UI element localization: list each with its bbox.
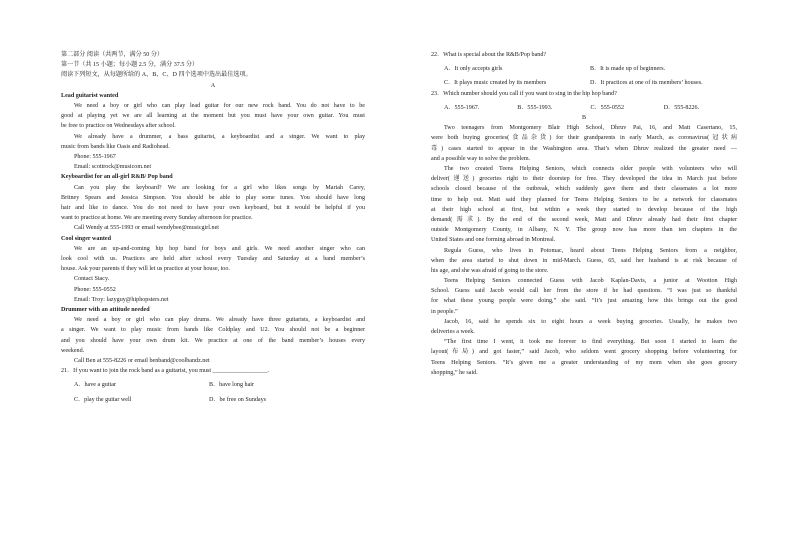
ad-title-singer: Cool singer wanted bbox=[61, 235, 111, 242]
passage-b-line: Two teenagers from Montgomery Blair High School, Dhruv Pai, 16, and Matt Casertano, 15, bbox=[444, 125, 737, 132]
ad1-line: good at playing yet we are all learning at the moment but you must have your own guitar. You must bbox=[61, 113, 365, 120]
ad4-line: We need a boy or girl who can play drums. We already have three guitarists, a keyboardist and bbox=[74, 317, 365, 324]
passage-b-line: Jacob, 16, said he spends six to eight hours a week buying groceries. Usually, he makes two bbox=[444, 318, 737, 325]
option-d[interactable]: D．It practices at one of its members’ houses. bbox=[590, 80, 703, 87]
passage-b-line: Teens Helping Seniors connected Guess with Jacob Kaplan-Davis, a junior at Wootton High bbox=[444, 278, 737, 285]
question-21-options-row2 bbox=[61, 395, 365, 405]
question-23-stem: 23．Which number should you call if you want to sing in the hip hop band? bbox=[431, 90, 617, 97]
passage-b-line: outside Montgomery County, in Albany, N. Y. The group now has more than ten chapters in the bbox=[431, 227, 737, 234]
part-heading: 第二部分 阅读（共两节，满分 50 分） bbox=[61, 52, 164, 58]
question-22-stem: 22．What is special about the R&B/Pop band? bbox=[431, 52, 547, 58]
ad-title-drummer: Drummer with an attitude needed bbox=[61, 306, 150, 313]
option-b[interactable]: B．have long hair bbox=[209, 382, 255, 389]
option-a[interactable]: A．have a guitar bbox=[74, 382, 116, 389]
ad1-line: be free to practice on Wednesdays after school. bbox=[61, 123, 176, 130]
passage-b-line: when the area started to shut down in mid-March. Guess, 65, said her husband is at risk because of bbox=[431, 257, 737, 264]
passage-b-line: shopping,” he said. bbox=[431, 369, 478, 376]
instruction-text: 阅读下列短文，从每题所给的 A、B、C、D 四个选项中选出最佳选项。 bbox=[61, 72, 252, 79]
ad1-line: We need a boy or girl who can play lead guitar for our new rock band. You do not have to be bbox=[74, 103, 365, 110]
ad-title-keyboardist: Keyboardist for an all-girl R&B/ Pop band bbox=[61, 174, 173, 181]
passage-b-line: layout(布局) and got faster,” said Jacob, who seldom went grocery shopping before volunteering for bbox=[431, 349, 737, 356]
passage-a-label: A bbox=[210, 82, 216, 89]
ad3-line: house. Ask your parents if they will let us practice at your house, too. bbox=[61, 266, 230, 273]
passage-b-line: in people.” bbox=[431, 308, 458, 315]
ad2-line: Can you play the keyboard? We are looking for a girl who likes songs by Mariah Carey, bbox=[74, 184, 365, 191]
ad4-line: a singer. We want to play music from bands like Coldplay and U2. You should not be a beginner bbox=[61, 327, 365, 334]
passage-b-line: demand(需求). By the end of the second week, Matt and Dhruv already had their first chapter bbox=[431, 216, 737, 223]
ad2-contact: Call Wendy at 555-1993 or email wendybee@musicgirl.net bbox=[74, 225, 219, 232]
passage-b-line: “The first time I went, it took me forever to find everything. But soon I started to learn the bbox=[444, 339, 737, 346]
left-column bbox=[61, 50, 365, 405]
right-column bbox=[431, 50, 737, 378]
option-a[interactable]: A．555-1967. bbox=[444, 104, 480, 111]
passage-b-line: and a possible way to solve the problem. bbox=[431, 155, 531, 162]
option-c[interactable]: C．555-0552 bbox=[590, 104, 625, 111]
passage-b-line: Regula Guess, who lives in Potomac, heard about Teens Helping Seniors from a neighbor, bbox=[444, 247, 737, 254]
passage-b-line: his age, and she was afraid of going to the store. bbox=[431, 267, 549, 274]
ad3-line: We are an up-and-coming hip hop band for boys and girls. We need another singer who can bbox=[74, 245, 365, 252]
passage-b-line: were both buying groceries(食品杂货) for their grandparents in early March, as coronavirus(冠状病 bbox=[431, 135, 737, 142]
ad1-line: music from bands like Oasis and Radiohead. bbox=[61, 143, 170, 150]
passage-b-line: 毒) cases started to appear in the Washington area. That’s when Dhruv realized the greater need — bbox=[431, 145, 737, 152]
passage-b-label: B bbox=[581, 115, 587, 122]
ad4-contact: Call Ben at 555-8226 or email benband@coolbandz.net bbox=[74, 357, 210, 364]
option-b[interactable]: B．It is made up of beginners. bbox=[590, 66, 666, 73]
ad4-line: and you should have your own drum kit. We practice at one of the band member’s houses every bbox=[61, 337, 365, 344]
option-b[interactable]: B．555-1993. bbox=[517, 104, 553, 111]
passage-b-line: United States and one forming abroad in Montreal. bbox=[431, 237, 556, 244]
passage-b-line: for what these young people were doing,” she said. “It’s just amazing how this brings out the good bbox=[431, 298, 737, 305]
question-22-options-row1 bbox=[431, 64, 737, 74]
option-d[interactable]: D．be free on Sundays bbox=[209, 396, 267, 403]
question-21-options-row1 bbox=[61, 380, 365, 390]
passage-b-body bbox=[431, 123, 737, 378]
ad3-contact: Contact Stacy. bbox=[74, 276, 110, 283]
option-d[interactable]: D．555-8226. bbox=[663, 104, 700, 111]
ad1-phone: Phone: 555-1967 bbox=[74, 153, 116, 160]
ad3-phone: Phone: 555-0552 bbox=[74, 286, 116, 293]
ad1-email: Email: scottrock@musicom.net bbox=[74, 164, 152, 171]
option-a[interactable]: A．It only accepts girls bbox=[444, 66, 503, 73]
passage-b-line: The two created Teens Helping Seniors, which connects older people with volunteers who will bbox=[444, 165, 737, 172]
ad-title-lead-guitarist: Lead guitarist wanted bbox=[61, 92, 119, 99]
ad2-line: want to practice at home. We are meeting every Sunday afternoon for practice. bbox=[61, 215, 253, 222]
question-23-options bbox=[431, 103, 737, 113]
question-21-stem: 21．If you want to join the rock band as a guitarist, you must __________________. bbox=[61, 368, 270, 375]
ad4-line: weekend. bbox=[61, 347, 85, 354]
ad2-line: Britney Spears and Jessica Simpson. You should be able to play some tunes. You should have long bbox=[61, 194, 365, 201]
passage-b-line: at their high school at first, but within a week they started to develop because of the high bbox=[431, 206, 737, 213]
passage-b-line: schools closed because of the outbreak, which suddenly gave them and their classmates a lot more bbox=[431, 186, 737, 193]
section-heading: 第一节（共 15 小题；每小题 2.5 分，满分 37.5 分） bbox=[61, 62, 199, 69]
passage-b-line: time to help out. Matt said they planned for Teens Helping Seniors to be a network for classmates bbox=[431, 196, 737, 203]
passage-b-line: Teens Helping Seniors. “It’s given me a greater understanding of my mom when she goes grocery bbox=[431, 359, 737, 366]
ad3-email: Email: Troy: lazyguy@hiphopsters.net bbox=[74, 296, 169, 303]
option-c[interactable]: C．play the guitar well bbox=[74, 396, 132, 403]
passage-b-line: deliveries a week. bbox=[431, 329, 475, 336]
passage-b-line: School. Guess said Jacob would call her from the store if he had questions. “I was just so thankful bbox=[431, 288, 737, 295]
passage-b-line: deliver(递送) groceries right to their doorstep for free. They developed the idea in March just before bbox=[431, 176, 737, 183]
ad1-line: We already have a drummer, a bass guitarist, a keyboardist and a singer. We want to play bbox=[74, 133, 365, 140]
ad2-line: hair and like to dance. You do not need to have your own keyboard, but it would be helpful if you bbox=[61, 204, 365, 211]
question-22-options-row2 bbox=[431, 78, 737, 88]
option-c[interactable]: C．It plays music created by its members bbox=[444, 80, 547, 87]
ad3-line: look cool with us. Practices are held after school every Tuesday and Saturday at a band member’s bbox=[61, 255, 365, 262]
